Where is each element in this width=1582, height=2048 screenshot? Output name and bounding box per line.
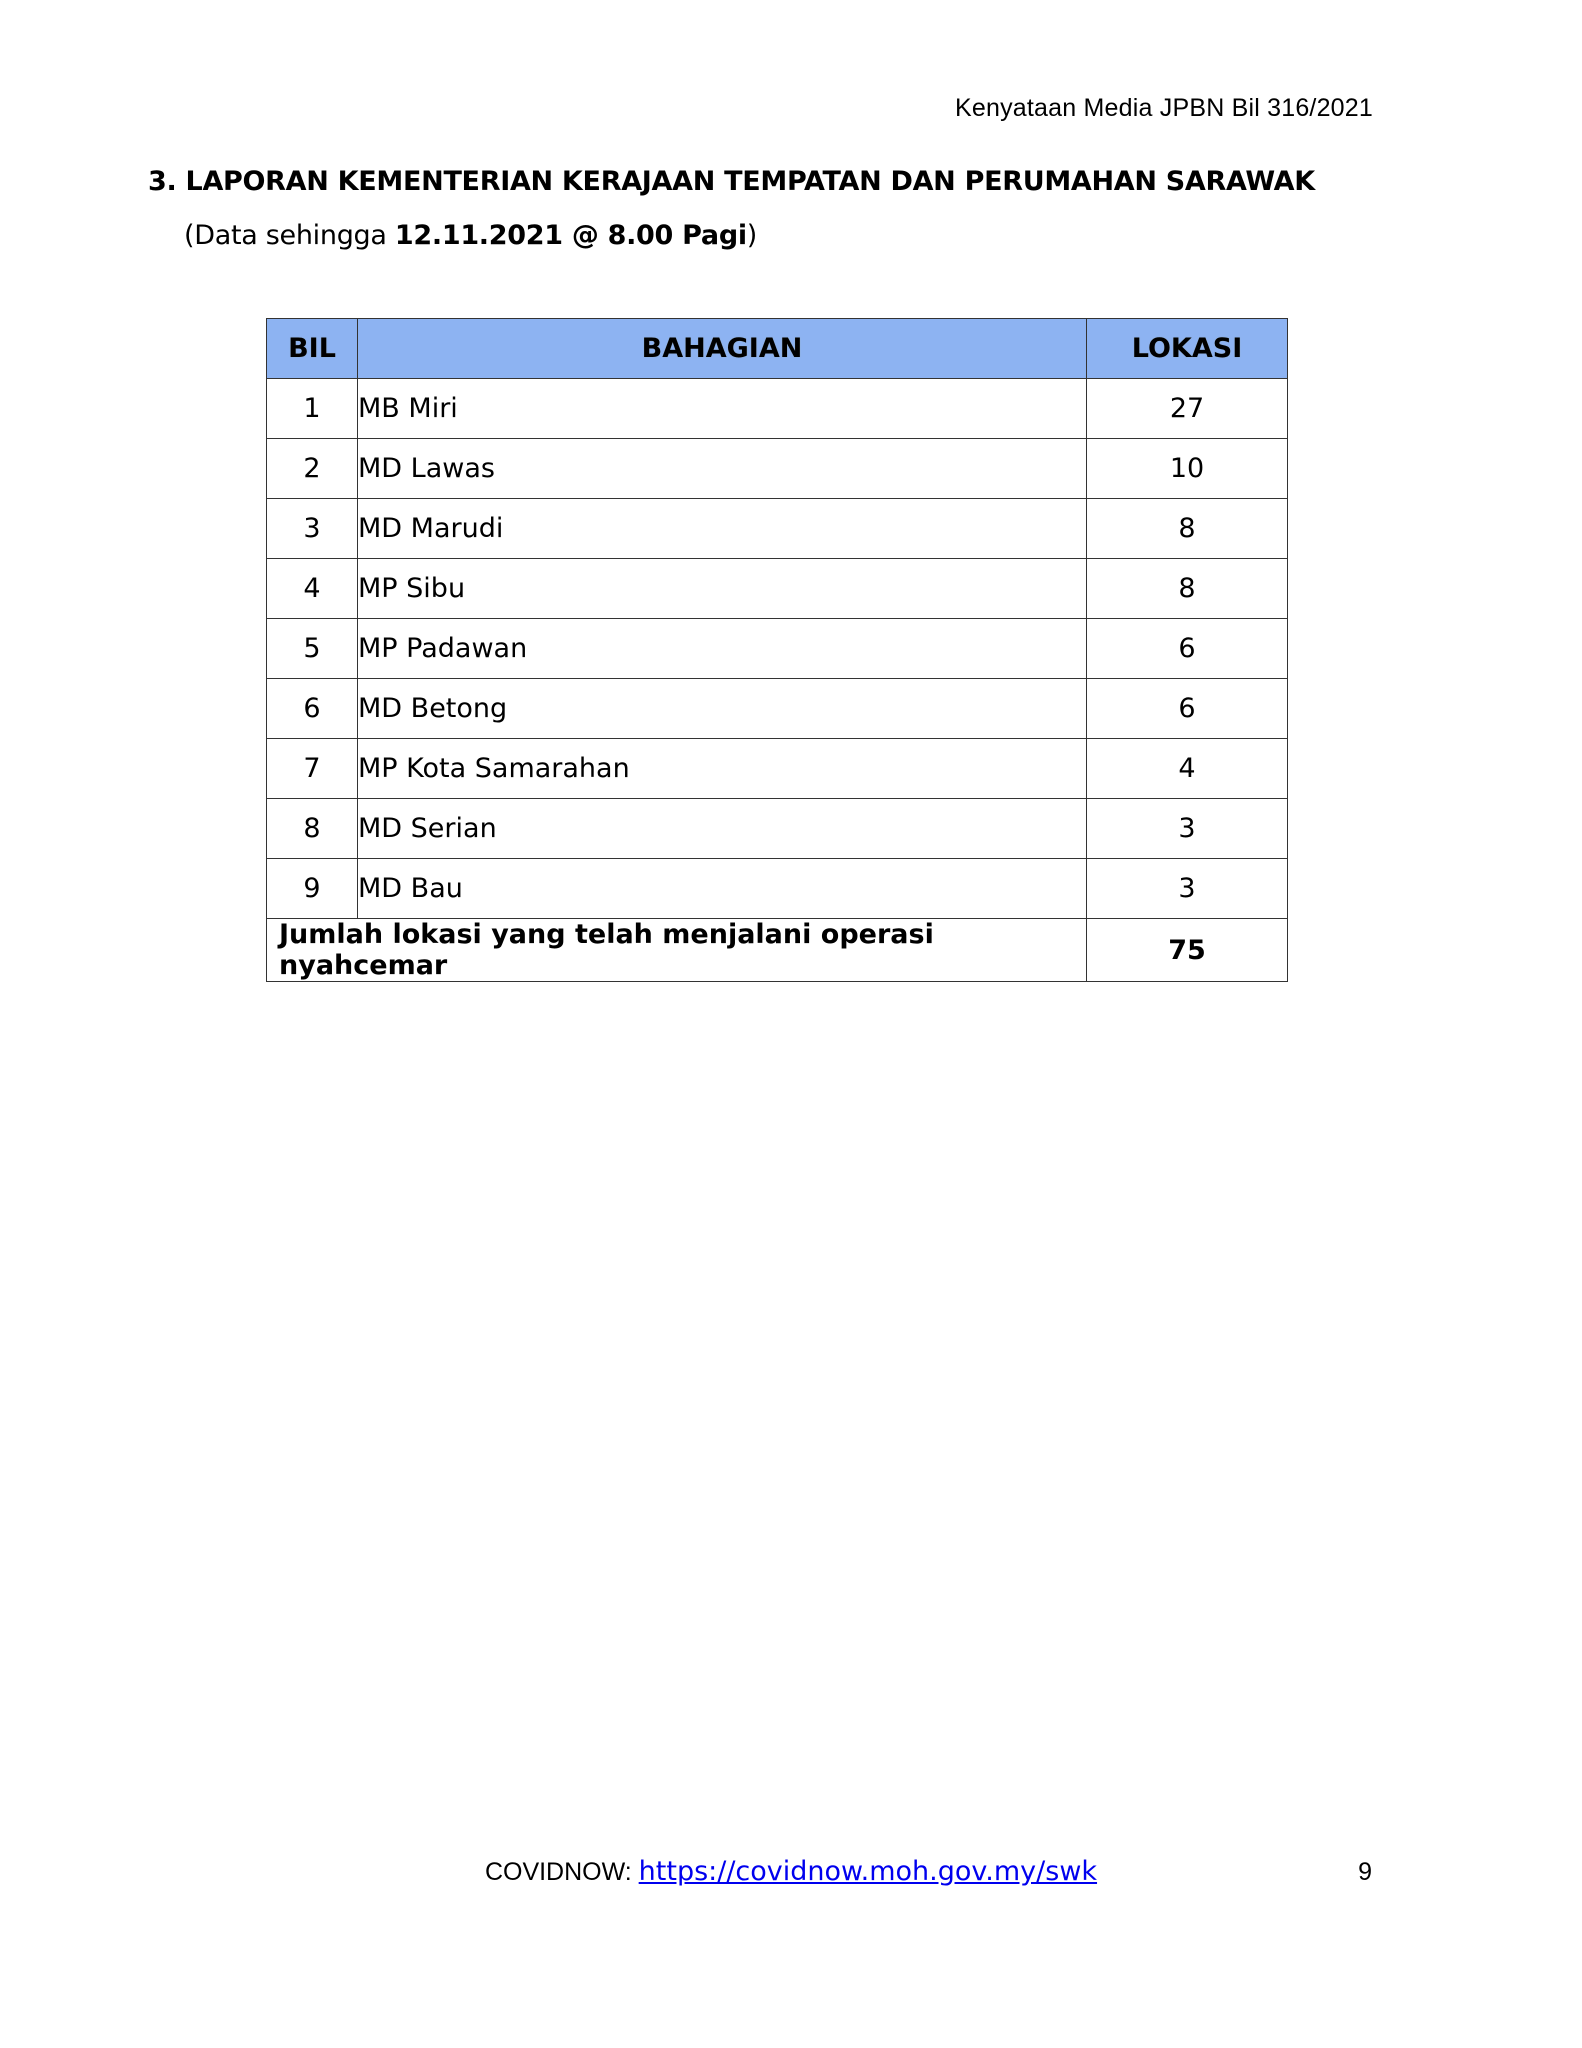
table-row <box>267 799 1288 859</box>
table-row <box>267 499 1288 559</box>
subtitle-date: 12.11.2021 @ 8.00 Pagi <box>394 220 747 251</box>
cell-bil: 5 <box>267 619 358 679</box>
section-title: 3. LAPORAN KEMENTERIAN KERAJAAN TEMPATAN DAN PERUMAHAN SARAWAK <box>148 166 1315 197</box>
cell-bahagian: MD Betong <box>358 679 1087 739</box>
table-header-row <box>267 319 1288 379</box>
cell-lokasi: 27 <box>1087 379 1288 439</box>
column-header-lokasi: LOKASI <box>1087 319 1288 379</box>
table-row <box>267 739 1288 799</box>
cell-bahagian: MP Sibu <box>358 559 1087 619</box>
table-row <box>267 859 1288 919</box>
cell-bahagian: MB Miri <box>358 379 1087 439</box>
footer <box>0 1856 1582 1887</box>
subtitle-suffix: ) <box>746 220 758 251</box>
cell-lokasi: 4 <box>1087 739 1288 799</box>
cell-bil: 8 <box>267 799 358 859</box>
decontamination-table <box>266 318 1288 982</box>
subtitle-prefix: (Data sehingga <box>184 220 395 251</box>
cell-lokasi: 8 <box>1087 559 1288 619</box>
total-row <box>267 919 1288 982</box>
page-number: 9 <box>1358 1858 1372 1886</box>
total-value: 75 <box>1087 919 1288 982</box>
table-row <box>267 379 1288 439</box>
cell-bil: 4 <box>267 559 358 619</box>
column-header-bahagian: BAHAGIAN <box>358 319 1087 379</box>
covidnow-link[interactable]: https://covidnow.moh.gov.my/swk <box>638 1856 1098 1887</box>
cell-bahagian: MD Lawas <box>358 439 1087 499</box>
cell-bahagian: MP Padawan <box>358 619 1087 679</box>
cell-lokasi: 3 <box>1087 859 1288 919</box>
total-label: Jumlah lokasi yang telah menjalani operasi nyahcemar <box>267 919 1087 982</box>
cell-bil: 1 <box>267 379 358 439</box>
cell-bahagian: MD Serian <box>358 799 1087 859</box>
cell-lokasi: 10 <box>1087 439 1288 499</box>
footer-label: COVIDNOW: <box>484 1858 639 1886</box>
cell-bahagian: MP Kota Samarahan <box>358 739 1087 799</box>
cell-lokasi: 8 <box>1087 499 1288 559</box>
cell-lokasi: 6 <box>1087 619 1288 679</box>
table-row <box>267 559 1288 619</box>
table-row <box>267 439 1288 499</box>
cell-lokasi: 6 <box>1087 679 1288 739</box>
cell-bil: 2 <box>267 439 358 499</box>
table-body <box>267 379 1288 919</box>
cell-bahagian: MD Marudi <box>358 499 1087 559</box>
document-reference: Kenyataan Media JPBN Bil 316/2021 <box>955 94 1373 122</box>
cell-bil: 9 <box>267 859 358 919</box>
cell-bil: 3 <box>267 499 358 559</box>
table-row <box>267 619 1288 679</box>
cell-bahagian: MD Bau <box>358 859 1087 919</box>
column-header-bil: BIL <box>267 319 358 379</box>
cell-bil: 7 <box>267 739 358 799</box>
section-subtitle <box>184 220 757 251</box>
table-row <box>267 679 1288 739</box>
cell-bil: 6 <box>267 679 358 739</box>
cell-lokasi: 3 <box>1087 799 1288 859</box>
